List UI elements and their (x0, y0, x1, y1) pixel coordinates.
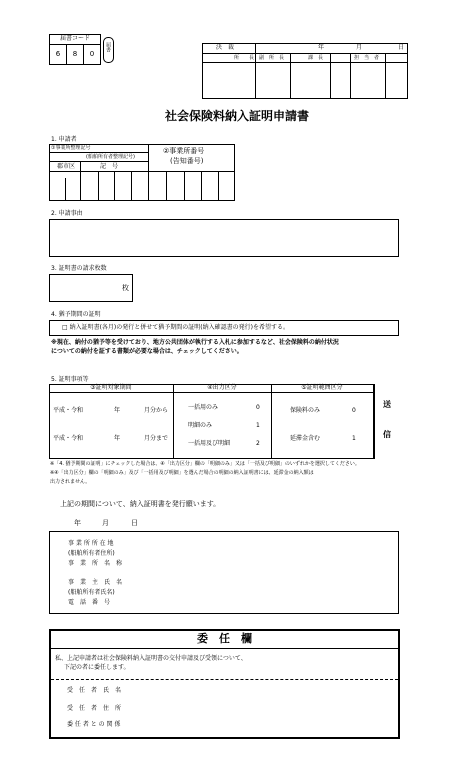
period-from-era: 平成・令和 (53, 407, 84, 414)
period-from-suffix: 月分から (144, 407, 169, 414)
approval-role-5: 担 当 者 (354, 55, 380, 61)
ship-owner-name-label: (船舶所有者氏名) (68, 589, 115, 596)
delegate-address-label: 受 任 者 住 所 (67, 705, 122, 712)
period-to-year: 年 (114, 435, 121, 442)
copies-input-box[interactable] (49, 274, 133, 302)
output-option-1[interactable]: 一括用のみ (188, 404, 219, 411)
ship-number-label: (船舶所有者整理記号) (86, 154, 135, 160)
range-option-1-value: 0 (352, 407, 356, 414)
date-month: 月 (102, 519, 109, 527)
approval-role-2: 副 所 長 (259, 55, 285, 61)
delegation-text-1: 私、上記申請者は社会保険料納入証明書の交付申請及び受領について、 (55, 655, 247, 662)
applicant-address-label: 事 業 所 所 在 地 (68, 540, 114, 547)
period-from-year: 年 (114, 407, 121, 414)
col-period-header: ③証明対象期間 (90, 384, 132, 391)
approval-box (202, 43, 408, 99)
section5-label: 5. 証明事項等 (51, 376, 89, 383)
approval-role-1: 所 長 (234, 55, 255, 61)
owner-name-label: 事 業 主 氏 名 (68, 579, 123, 586)
form-code-digit-1: 6 (55, 50, 61, 58)
form-code-digit-2: 8 (72, 50, 78, 58)
office-code-label: ②事業所番号 (163, 147, 205, 155)
subheader-symbol: 記 号 (100, 163, 119, 170)
approval-year: 年 (318, 44, 325, 51)
approval-label: 決 裁 (216, 44, 235, 51)
send-tab (373, 384, 401, 459)
output-option-2[interactable]: 明細のみ (188, 422, 213, 429)
subheader-district: 郡市区 (57, 163, 76, 170)
notice-code-label: (告知番号) (170, 157, 204, 165)
range-option-2[interactable]: 延滞金含む (290, 435, 321, 442)
form-code-tag-label: 届書 (105, 42, 111, 52)
page-title: 社会保険料納入証明申請書 (164, 109, 309, 123)
request-text: 上記の期間について、納入証明書を発行願います。 (60, 500, 221, 508)
period-to-suffix: 月分まで (144, 435, 169, 442)
col-range-header: ⑤証明範囲区分 (301, 384, 343, 391)
send-tab-char-1: 送 (383, 400, 391, 409)
section4-label: 4. 猶予期間の証明 (51, 311, 101, 318)
copies-unit: 枚 (122, 284, 129, 292)
delegate-name-label: 受 任 者 氏 名 (67, 687, 122, 694)
approval-month: 月 (356, 44, 363, 51)
output-option-1-value: 0 (256, 404, 260, 411)
office-number-label: ①事業所整理記号 (51, 145, 91, 151)
range-option-1[interactable]: 保険料のみ (290, 407, 321, 414)
output-option-2-value: 1 (256, 422, 260, 429)
col-output-header: ④出力区分 (207, 384, 237, 391)
section2-label: 2. 申請事由 (51, 210, 83, 217)
section4-note-2: についての納付を証する書類が必要な場合は、チェックしてください。 (51, 348, 243, 355)
delegation-title: 委 任 欄 (197, 632, 252, 645)
section3-label: 3. 証明書の請求枚数 (51, 265, 107, 272)
phone-number-label: 電 話 番 号 (68, 599, 111, 606)
section5-note-3: 出力されません。 (50, 479, 91, 485)
date-year: 年 (74, 519, 81, 527)
section4-note-1: ※現在、納付の猶予等を受けており、地方公共団体が執行する入札に参加するなど、社会保険料の納付状況 (51, 339, 339, 346)
form-code-digit-3: 0 (89, 50, 95, 58)
ship-owner-address-label: (船舶所有者住所) (68, 550, 115, 557)
delegation-text-2: 下記の者に委任します。 (64, 664, 130, 671)
output-option-3-value: 2 (256, 440, 260, 447)
section5-note-1: ※「4. 猶予期間の証明」にチェックした場合は、④「出力区分」欄の「明細のみ」又は「一括及び明細」のいずれかを選択してください。 (50, 461, 360, 467)
grace-period-checkbox[interactable]: □ 納入証明書(各月)の発行と併せて猶予期間の証明(納入確認書の発行)を希望する。 (62, 324, 289, 331)
period-to-era: 平成・令和 (53, 435, 84, 442)
approval-day: 日 (398, 44, 405, 51)
delegate-relation-label: 委 任 者 と の 関 係 (67, 721, 121, 728)
office-name-label: 事 業 所 名 称 (68, 560, 123, 567)
date-day: 日 (131, 519, 138, 527)
form-code-label: 届書コード (59, 35, 90, 42)
send-tab-char-2: 信 (383, 430, 391, 439)
output-option-3[interactable]: 一括用及び明細 (188, 440, 231, 447)
section5-note-2: ※④「出力区分」欄の「明細のみ」及び「一括用及び明細」を選んだ場合の明細の納入証明書には、延滞金の納入額は (50, 470, 314, 476)
certification-table (49, 384, 401, 459)
reason-input-box[interactable] (49, 219, 399, 257)
range-option-2-value: 1 (352, 435, 356, 442)
approval-role-3: 課 長 (308, 55, 324, 61)
section1-label: 1. 申請者 (51, 136, 77, 143)
